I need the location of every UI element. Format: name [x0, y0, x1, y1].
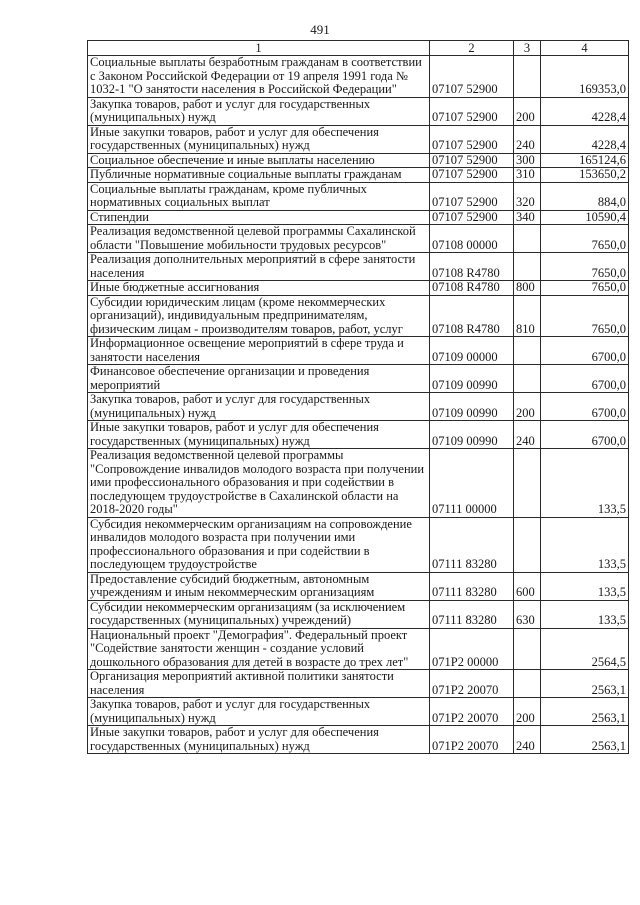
- row-expense-type-cell: 600: [514, 572, 541, 600]
- row-code-cell: 07107 52900: [430, 125, 514, 153]
- row-expense-type-cell: [514, 253, 541, 281]
- row-expense-type-cell: [514, 225, 541, 253]
- row-expense-type-cell: [514, 628, 541, 670]
- row-code-cell: 07107 52900: [430, 56, 514, 98]
- table-row: [88, 726, 629, 754]
- row-amount-cell: 7650,0: [541, 281, 629, 296]
- header-col-3: 3: [514, 41, 541, 56]
- row-expense-type-cell: 200: [514, 698, 541, 726]
- header-col-4: 4: [541, 41, 629, 56]
- row-amount-cell: 7650,0: [541, 295, 629, 337]
- row-amount-cell: 169353,0: [541, 56, 629, 98]
- table-row: [88, 572, 629, 600]
- table-row: [88, 168, 629, 183]
- page-number: 491: [310, 22, 330, 37]
- table-row: [88, 600, 629, 628]
- row-expense-type-cell: 240: [514, 421, 541, 449]
- table-row: [88, 182, 629, 210]
- row-expense-type-cell: [514, 517, 541, 572]
- row-amount-cell: 7650,0: [541, 225, 629, 253]
- table-row: [88, 210, 629, 225]
- table-row: [88, 253, 629, 281]
- budget-table: [87, 40, 629, 754]
- row-name-cell: Субсидия некоммерческим организациям на сопровождение инвалидов молодого возраста при получении ими профессионального образования и при содействии в последующем трудоустройстве: [88, 517, 430, 572]
- row-name-cell: Иные закупки товаров, работ и услуг для обеспечения государственных (муниципальных) нужд: [88, 421, 430, 449]
- row-code-cell: 07111 83280: [430, 517, 514, 572]
- row-expense-type-cell: 320: [514, 182, 541, 210]
- row-name-cell: Предоставление субсидий бюджетным, автономным учреждениям и иным некоммерческим организациям: [88, 572, 430, 600]
- table-row: [88, 56, 629, 98]
- row-expense-type-cell: 240: [514, 726, 541, 754]
- row-name-cell: Реализация дополнительных мероприятий в сфере занятости населения: [88, 253, 430, 281]
- row-expense-type-cell: 630: [514, 600, 541, 628]
- row-amount-cell: 4228,4: [541, 97, 629, 125]
- row-amount-cell: 133,5: [541, 449, 629, 518]
- row-code-cell: 07107 52900: [430, 168, 514, 183]
- row-name-cell: Информационное освещение мероприятий в сфере труда и занятости населения: [88, 337, 430, 365]
- row-expense-type-cell: [514, 365, 541, 393]
- row-name-cell: Социальные выплаты гражданам, кроме публичных нормативных социальных выплат: [88, 182, 430, 210]
- row-amount-cell: 2563,1: [541, 698, 629, 726]
- row-code-cell: 07111 83280: [430, 572, 514, 600]
- row-amount-cell: 165124,6: [541, 153, 629, 168]
- row-name-cell: Социальное обеспечение и иные выплаты населению: [88, 153, 430, 168]
- row-expense-type-cell: 810: [514, 295, 541, 337]
- row-name-cell: Закупка товаров, работ и услуг для государственных (муниципальных) нужд: [88, 97, 430, 125]
- row-code-cell: 071P2 00000: [430, 628, 514, 670]
- row-name-cell: Реализация ведомственной целевой программы "Сопровождение инвалидов молодого возраста при получении ими профессионального образования и при содействии в последующем трудоустройстве в Сахалинской области на 2018-2020 годы": [88, 449, 430, 518]
- row-code-cell: 07108 R4780: [430, 295, 514, 337]
- row-name-cell: Иные закупки товаров, работ и услуг для обеспечения государственных (муниципальных) нужд: [88, 125, 430, 153]
- row-expense-type-cell: [514, 449, 541, 518]
- row-code-cell: 07108 R4780: [430, 281, 514, 296]
- row-amount-cell: 133,5: [541, 572, 629, 600]
- header-col-2: 2: [430, 41, 514, 56]
- row-code-cell: 071P2 20070: [430, 726, 514, 754]
- row-code-cell: 07109 00990: [430, 365, 514, 393]
- row-code-cell: 071P2 20070: [430, 698, 514, 726]
- row-code-cell: 07107 52900: [430, 153, 514, 168]
- row-name-cell: Публичные нормативные социальные выплаты гражданам: [88, 168, 430, 183]
- row-name-cell: Национальный проект "Демография". Федеральный проект "Содействие занятости женщин - создание условий дошкольного образования для детей в возрасте до трех лет": [88, 628, 430, 670]
- row-code-cell: 07107 52900: [430, 97, 514, 125]
- table-row: [88, 295, 629, 337]
- row-code-cell: 07109 00990: [430, 393, 514, 421]
- table-row: [88, 153, 629, 168]
- row-expense-type-cell: 200: [514, 97, 541, 125]
- row-amount-cell: 2563,1: [541, 726, 629, 754]
- row-code-cell: 07107 52900: [430, 210, 514, 225]
- row-amount-cell: 133,5: [541, 600, 629, 628]
- row-name-cell: Финансовое обеспечение организации и проведения мероприятий: [88, 365, 430, 393]
- row-name-cell: Иные закупки товаров, работ и услуг для обеспечения государственных (муниципальных) нужд: [88, 726, 430, 754]
- table-row: [88, 97, 629, 125]
- table-row: [88, 281, 629, 296]
- table-row: [88, 393, 629, 421]
- row-name-cell: Организация мероприятий активной политики занятости населения: [88, 670, 430, 698]
- row-expense-type-cell: [514, 56, 541, 98]
- row-name-cell: Субсидии некоммерческим организациям (за исключением государственных (муниципальных) учреждений): [88, 600, 430, 628]
- row-name-cell: Реализация ведомственной целевой программы Сахалинской области "Повышение мобильности трудовых ресурсов": [88, 225, 430, 253]
- row-name-cell: Закупка товаров, работ и услуг для государственных (муниципальных) нужд: [88, 393, 430, 421]
- row-name-cell: Иные бюджетные ассигнования: [88, 281, 430, 296]
- row-amount-cell: 133,5: [541, 517, 629, 572]
- row-expense-type-cell: [514, 337, 541, 365]
- table-row: [88, 365, 629, 393]
- row-code-cell: 07108 R4780: [430, 253, 514, 281]
- table-row: [88, 125, 629, 153]
- row-expense-type-cell: 800: [514, 281, 541, 296]
- row-name-cell: Субсидии юридическим лицам (кроме некоммерческих организаций), индивидуальным предпринимателям, физическим лицам - производителям товаров, работ, услуг: [88, 295, 430, 337]
- row-amount-cell: 2563,1: [541, 670, 629, 698]
- row-amount-cell: 10590,4: [541, 210, 629, 225]
- row-expense-type-cell: [514, 670, 541, 698]
- row-name-cell: Социальные выплаты безработным гражданам в соответствии с Законом Российской Федерации от 19 апреля 1991 года № 1032-1 "О занятости населения в Российской Федерации": [88, 56, 430, 98]
- row-amount-cell: 4228,4: [541, 125, 629, 153]
- row-code-cell: 07111 83280: [430, 600, 514, 628]
- row-amount-cell: 6700,0: [541, 365, 629, 393]
- row-amount-cell: 6700,0: [541, 421, 629, 449]
- row-amount-cell: 6700,0: [541, 337, 629, 365]
- row-code-cell: 07111 00000: [430, 449, 514, 518]
- row-expense-type-cell: 340: [514, 210, 541, 225]
- row-code-cell: 071P2 20070: [430, 670, 514, 698]
- table-row: [88, 449, 629, 518]
- row-amount-cell: 7650,0: [541, 253, 629, 281]
- row-expense-type-cell: 310: [514, 168, 541, 183]
- table-row: [88, 698, 629, 726]
- row-code-cell: 07109 00990: [430, 421, 514, 449]
- row-amount-cell: 884,0: [541, 182, 629, 210]
- header-col-1: 1: [88, 41, 430, 56]
- table-row: [88, 628, 629, 670]
- row-amount-cell: 153650,2: [541, 168, 629, 183]
- row-code-cell: 07109 00000: [430, 337, 514, 365]
- row-name-cell: Закупка товаров, работ и услуг для государственных (муниципальных) нужд: [88, 698, 430, 726]
- row-amount-cell: 6700,0: [541, 393, 629, 421]
- row-expense-type-cell: 200: [514, 393, 541, 421]
- table-header-row: [88, 41, 629, 56]
- table-row: [88, 517, 629, 572]
- table-row: [88, 225, 629, 253]
- row-code-cell: 07108 00000: [430, 225, 514, 253]
- budget-table-body: [88, 41, 629, 754]
- row-name-cell: Стипендии: [88, 210, 430, 225]
- row-code-cell: 07107 52900: [430, 182, 514, 210]
- table-row: [88, 337, 629, 365]
- row-amount-cell: 2564,5: [541, 628, 629, 670]
- row-expense-type-cell: 300: [514, 153, 541, 168]
- table-row: [88, 670, 629, 698]
- row-expense-type-cell: 240: [514, 125, 541, 153]
- table-row: [88, 421, 629, 449]
